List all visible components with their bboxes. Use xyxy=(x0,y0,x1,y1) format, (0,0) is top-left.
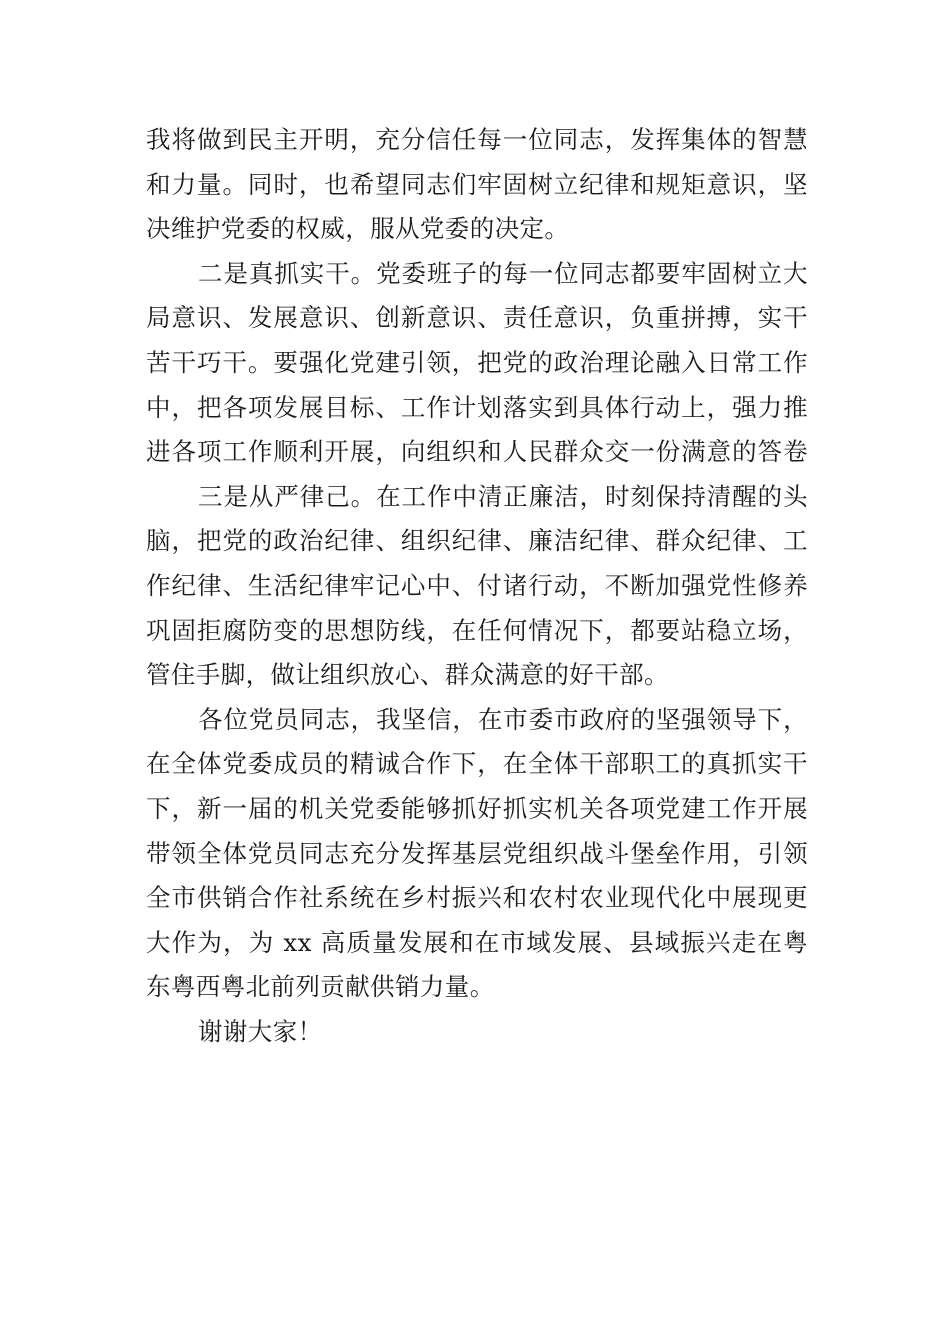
document-body xyxy=(146,118,808,1054)
text-line: 大作为，为 xx 高质量发展和在市域发展、县域振兴走在粤 xyxy=(146,927,808,957)
text-line: 管住手脚，做让组织放心、群众满意的好干部。 xyxy=(146,660,669,690)
paragraph-democracy xyxy=(146,118,808,252)
paragraph-work-hard xyxy=(146,252,808,475)
text-line: 和力量。同时，也希望同志们牢固树立纪律和规矩意识，坚 xyxy=(146,169,808,199)
text-line: 我将做到民主开明，充分信任每一位同志，发挥集体的智慧 xyxy=(146,125,808,154)
paragraph-conclusion xyxy=(146,698,808,1010)
text-line: 在全体党委成员的精诚合作下，在全体干部职工的真抓实干 xyxy=(146,749,808,779)
text-line: 三是从严律己。在工作中清正廉洁，时刻保持清醒的头 xyxy=(198,481,808,511)
paragraph-thanks xyxy=(146,1010,808,1055)
text-line: 决维护党委的权威，服从党委的决定。 xyxy=(146,214,570,244)
text-line: 苦干巧干。要强化党建引领，把党的政治理论融入日常工作 xyxy=(146,347,808,377)
text-line: 谢谢大家！ xyxy=(198,1016,323,1046)
text-line: 全市供销合作社系统在乡村振兴和农村农业现代化中展现更 xyxy=(146,883,808,913)
text-line: 二是真抓实干。党委班子的每一位同志都要牢固树立大 xyxy=(198,258,808,288)
text-line: 各位党员同志，我坚信，在市委市政府的坚强领导下， xyxy=(198,704,808,734)
text-line: 带领全体党员同志充分发挥基层党组织战斗堡垒作用，引领 xyxy=(146,838,808,868)
text-line: 进各项工作顺利开展，向组织和人民群众交一份满意的答卷 xyxy=(146,437,808,467)
text-line: 中，把各项发展目标、工作计划落实到具体行动上，强力推 xyxy=(146,392,808,422)
text-line: 巩固拒腐防变的思想防线，在任何情况下，都要站稳立场， xyxy=(146,615,808,645)
text-line: 下，新一届的机关党委能够抓好抓实机关各项党建工作开展 xyxy=(146,793,808,823)
paragraph-self-discipline xyxy=(146,475,808,698)
text-line: 脑，把党的政治纪律、组织纪律、廉洁纪律、群众纪律、工 xyxy=(146,526,808,556)
text-line: 作纪律、生活纪律牢记心中、付诸行动，不断加强党性修养 xyxy=(146,570,808,600)
text-line: 东粤西粤北前列贡献供销力量。 xyxy=(146,972,495,1002)
text-line: 局意识、发展意识、创新意识、责任意识，负重拼搏，实干 xyxy=(146,303,808,333)
